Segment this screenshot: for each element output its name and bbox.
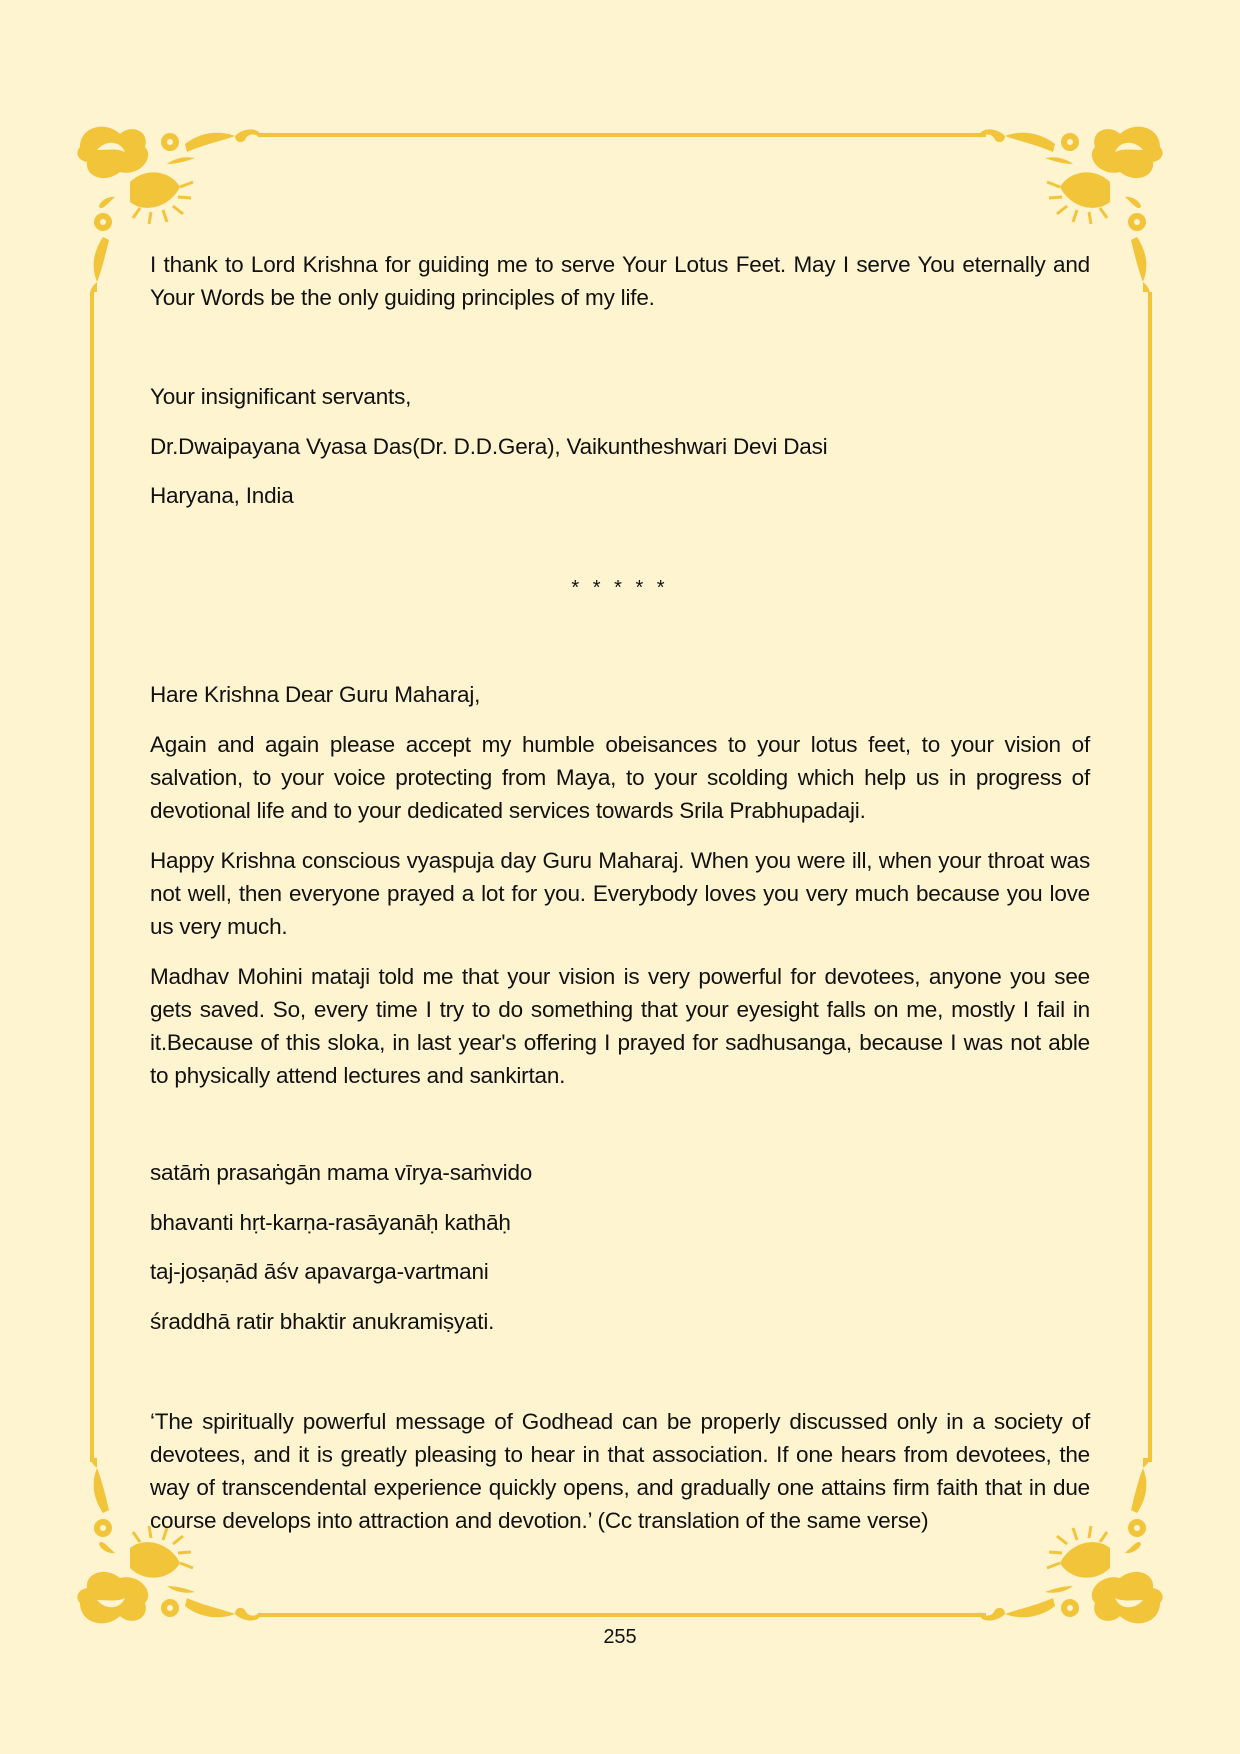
- body-paragraph: [150, 844, 1090, 943]
- section-separator: * * * * *: [571, 577, 669, 599]
- paragraph-text: I thank to Lord Krishna for guiding me to serve Your Lotus Feet. May I serve You eternally and Your Words be the only guiding principles of my life.: [150, 252, 1090, 310]
- border-right-line: [1148, 292, 1152, 1462]
- page-number: 255: [603, 1626, 637, 1648]
- paragraph-text: Again and again please accept my humble obeisances to your lotus feet, to your vision of salvation, to your voice protecting from Maya, to your scolding which help us in progress of devotional life and to your dedicated services towards Srila Prabhupadaji.: [150, 732, 1090, 823]
- paragraph-text: Madhav Mohini mataji told me that your vision is very powerful for devotees, anyone you see gets saved. So, every time I try to do something that your eyesight falls on me, mostly I fail in it.Because of this sloka, in last year's offering I prayed for sadhusanga, because I was not able to physically attend lectures and sankirtan.: [150, 964, 1090, 1088]
- verse-line: bhavanti hṛt-karṇa-rasāyanāḥ kathāḥ: [150, 1210, 511, 1235]
- translation-paragraph: [150, 1405, 1090, 1537]
- verse-line: taj-joṣaṇād āśv apavarga-vartmani: [150, 1259, 489, 1284]
- verse-line: satāṁ prasaṅgān mama vīrya-saṁvido: [150, 1160, 533, 1185]
- border-left-line: [90, 292, 94, 1462]
- signature-line: Dr.Dwaipayana Vyasa Das(Dr. D.D.Gera), Vaikuntheshwari Devi Dasi: [150, 434, 828, 459]
- paragraph-text: Happy Krishna conscious vyaspuja day Guru Maharaj. When you were ill, when your throat was not well, then everyone prayed a lot for you. Everybody loves you very much because you love us very much.: [150, 848, 1090, 939]
- closing-paragraph: [150, 248, 1090, 314]
- body-paragraph: [150, 960, 1090, 1092]
- closing-line: Your insignificant servants,: [150, 384, 412, 409]
- body-paragraph: [150, 728, 1090, 827]
- salutation: Hare Krishna Dear Guru Maharaj,: [150, 682, 481, 707]
- location-line: Haryana, India: [150, 483, 294, 508]
- paragraph-text: ‘The spiritually powerful message of Godhead can be properly discussed only in a society of devotees, and it is greatly pleasing to hear in that association. If one hears from devotees, the way of transcendental experience quickly opens, and gradually one attains firm faith that in due course develops into attraction and devotion.’ (Cc translation of the same verse): [150, 1409, 1090, 1533]
- verse-line: śraddhā ratir bhaktir anukramiṣyati.: [150, 1309, 495, 1334]
- page-content: [150, 0, 1090, 1754]
